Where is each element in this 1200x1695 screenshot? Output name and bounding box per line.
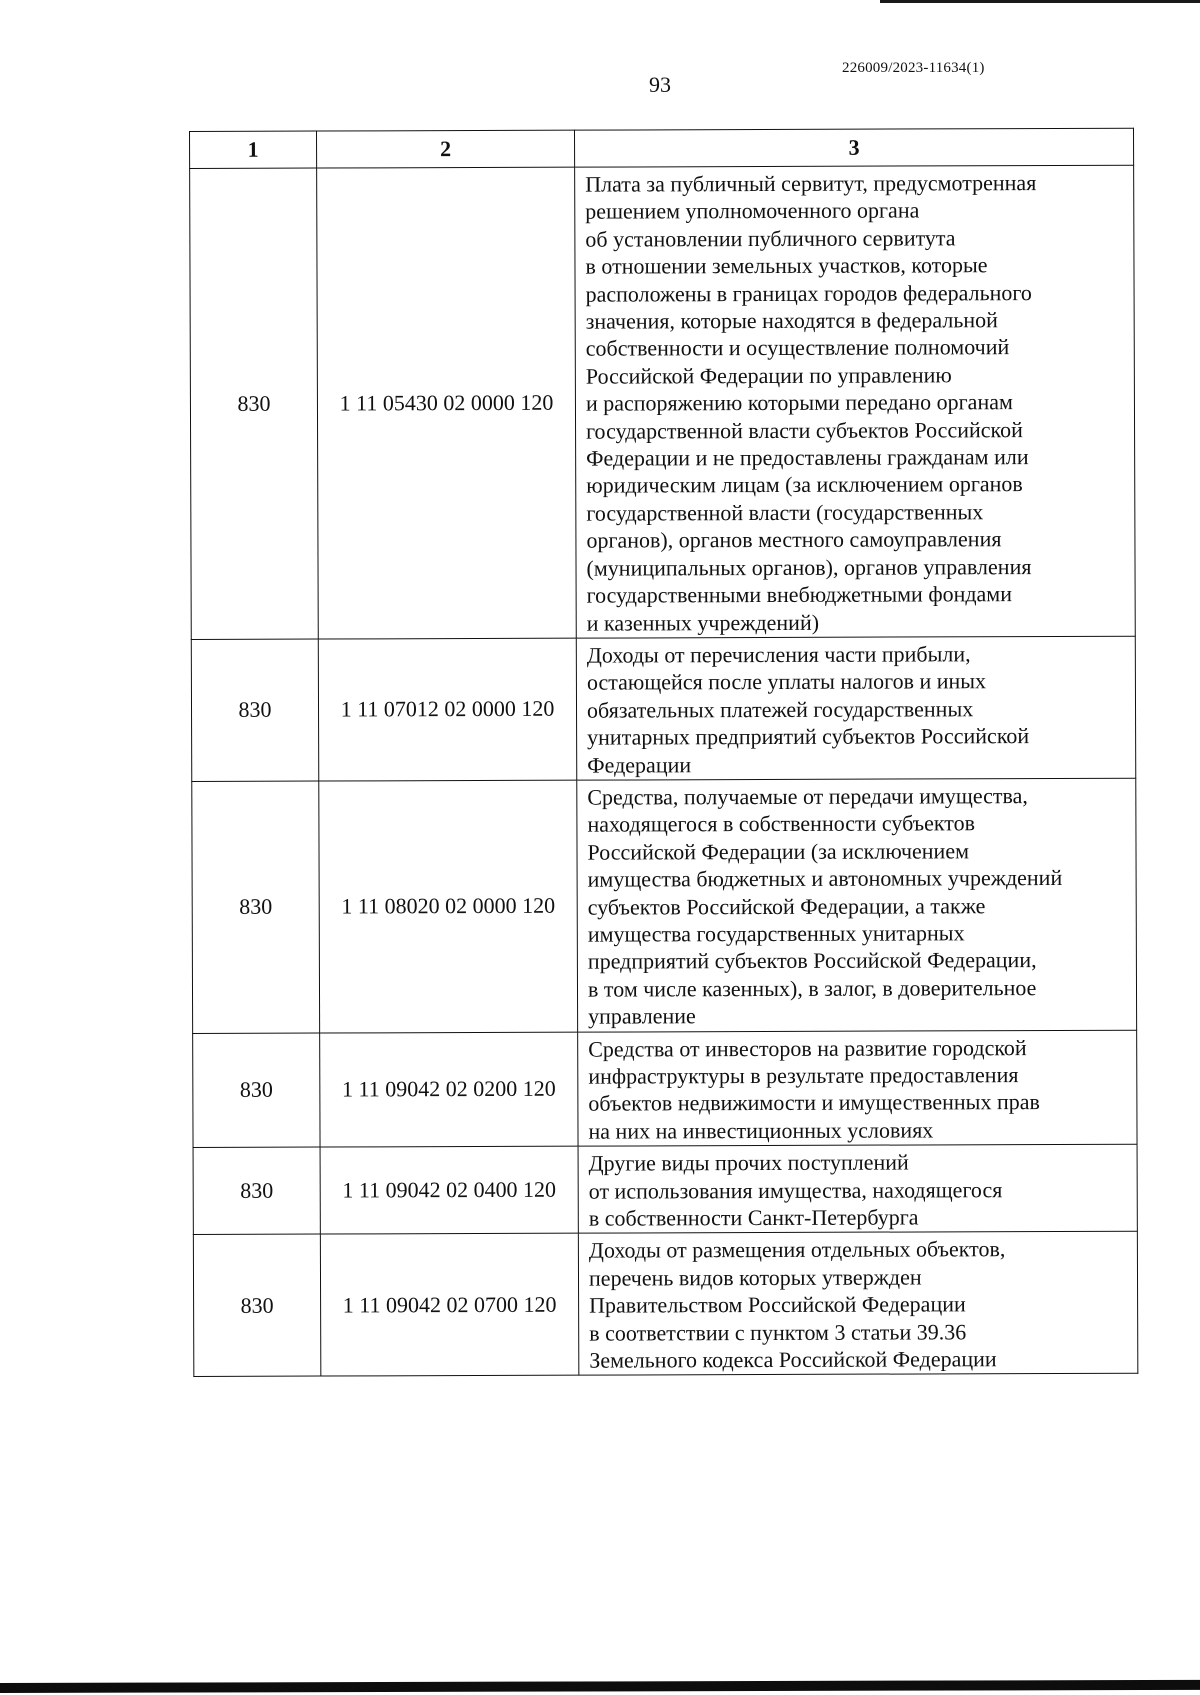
kbk-code-cell: 1 11 09042 02 0700 120 bbox=[320, 1234, 578, 1377]
column-header-1: 1 bbox=[190, 131, 317, 168]
kbk-code-cell: 1 11 09042 02 0400 120 bbox=[320, 1146, 578, 1234]
table-row bbox=[192, 778, 1137, 1033]
kbk-code-cell: 1 11 05430 02 0000 120 bbox=[317, 167, 577, 639]
page-number: 93 bbox=[649, 72, 671, 97]
revenue-description-cell: Плата за публичный сервитут, предусмотренная решением уполномоченного органа об установлении публичного сервитута в отношении земельных участков, которые расположены в границах городов федерального значения, которые находятся в федеральной собственности и осуществление полномочий Российской Федерации по управлению и распоряжению которыми передано органам государственной власти субъектов Российской Федерации и не предоставлены гражданам или юридическим лицам (за исключением органов государственной власти (государственных органов), органов местного самоуправления (муниципальных органов), органов управления государственными внебюджетными фондами и казенных учреждений) bbox=[575, 165, 1136, 638]
kbk-code-cell: 1 11 09042 02 0200 120 bbox=[320, 1032, 578, 1148]
scan-border-bottom bbox=[0, 1680, 1200, 1693]
revenue-description-cell: Доходы от размещения отдельных объектов, перечень видов которых утвержден Правительством Российской Федерации в соответствии с пунктом 3 статьи 39.36 Земельного кодекса Российской Федерации bbox=[578, 1232, 1137, 1376]
admin-code-cell: 830 bbox=[191, 639, 318, 781]
table-row bbox=[193, 1144, 1137, 1235]
table-row bbox=[190, 165, 1136, 639]
table-row bbox=[191, 636, 1135, 781]
admin-code-cell: 830 bbox=[192, 781, 320, 1033]
scan-border-top bbox=[880, 0, 1200, 3]
revenue-description-cell: Доходы от перечисления части прибыли, остающейся после уплаты налогов и иных обязательных платежей государственных унитарных предприятий субъектов Российской Федерации bbox=[576, 636, 1135, 780]
column-header-3: 3 bbox=[574, 128, 1133, 167]
column-header-2: 2 bbox=[317, 130, 575, 168]
table-header-row bbox=[190, 128, 1134, 168]
table-row bbox=[193, 1030, 1137, 1148]
document-number: 226009/2023-11634(1) bbox=[842, 60, 985, 76]
revenue-description-cell: Средства от инвесторов на развитие городской инфраструктуры в результате предоставления объектов недвижимости и имущественных прав на них на инвестиционных условиях bbox=[578, 1030, 1137, 1147]
revenue-description-cell: Другие виды прочих поступлений от использования имущества, находящегося в собственности Санкт-Петербурга bbox=[578, 1144, 1137, 1233]
revenue-description-cell: Средства, получаемые от передачи имущества, находящегося в собственности субъектов Российской Федерации (за исключением имущества бюджетных и автономных учреждений субъектов Российской Федерации, а также имущества государственных унитарных предприятий субъектов Российской Федерации, в том числе казенных), в залог, в доверительное управление bbox=[577, 778, 1137, 1032]
table-row bbox=[193, 1232, 1137, 1377]
admin-code-cell: 830 bbox=[193, 1234, 320, 1376]
admin-code-cell: 830 bbox=[193, 1033, 320, 1148]
admin-code-cell: 830 bbox=[193, 1147, 320, 1235]
revenue-codes-table-container bbox=[189, 128, 1137, 1378]
kbk-code-cell: 1 11 07012 02 0000 120 bbox=[318, 638, 576, 781]
kbk-code-cell: 1 11 08020 02 0000 120 bbox=[319, 780, 578, 1033]
revenue-codes-table bbox=[189, 128, 1138, 1378]
admin-code-cell: 830 bbox=[190, 168, 319, 639]
